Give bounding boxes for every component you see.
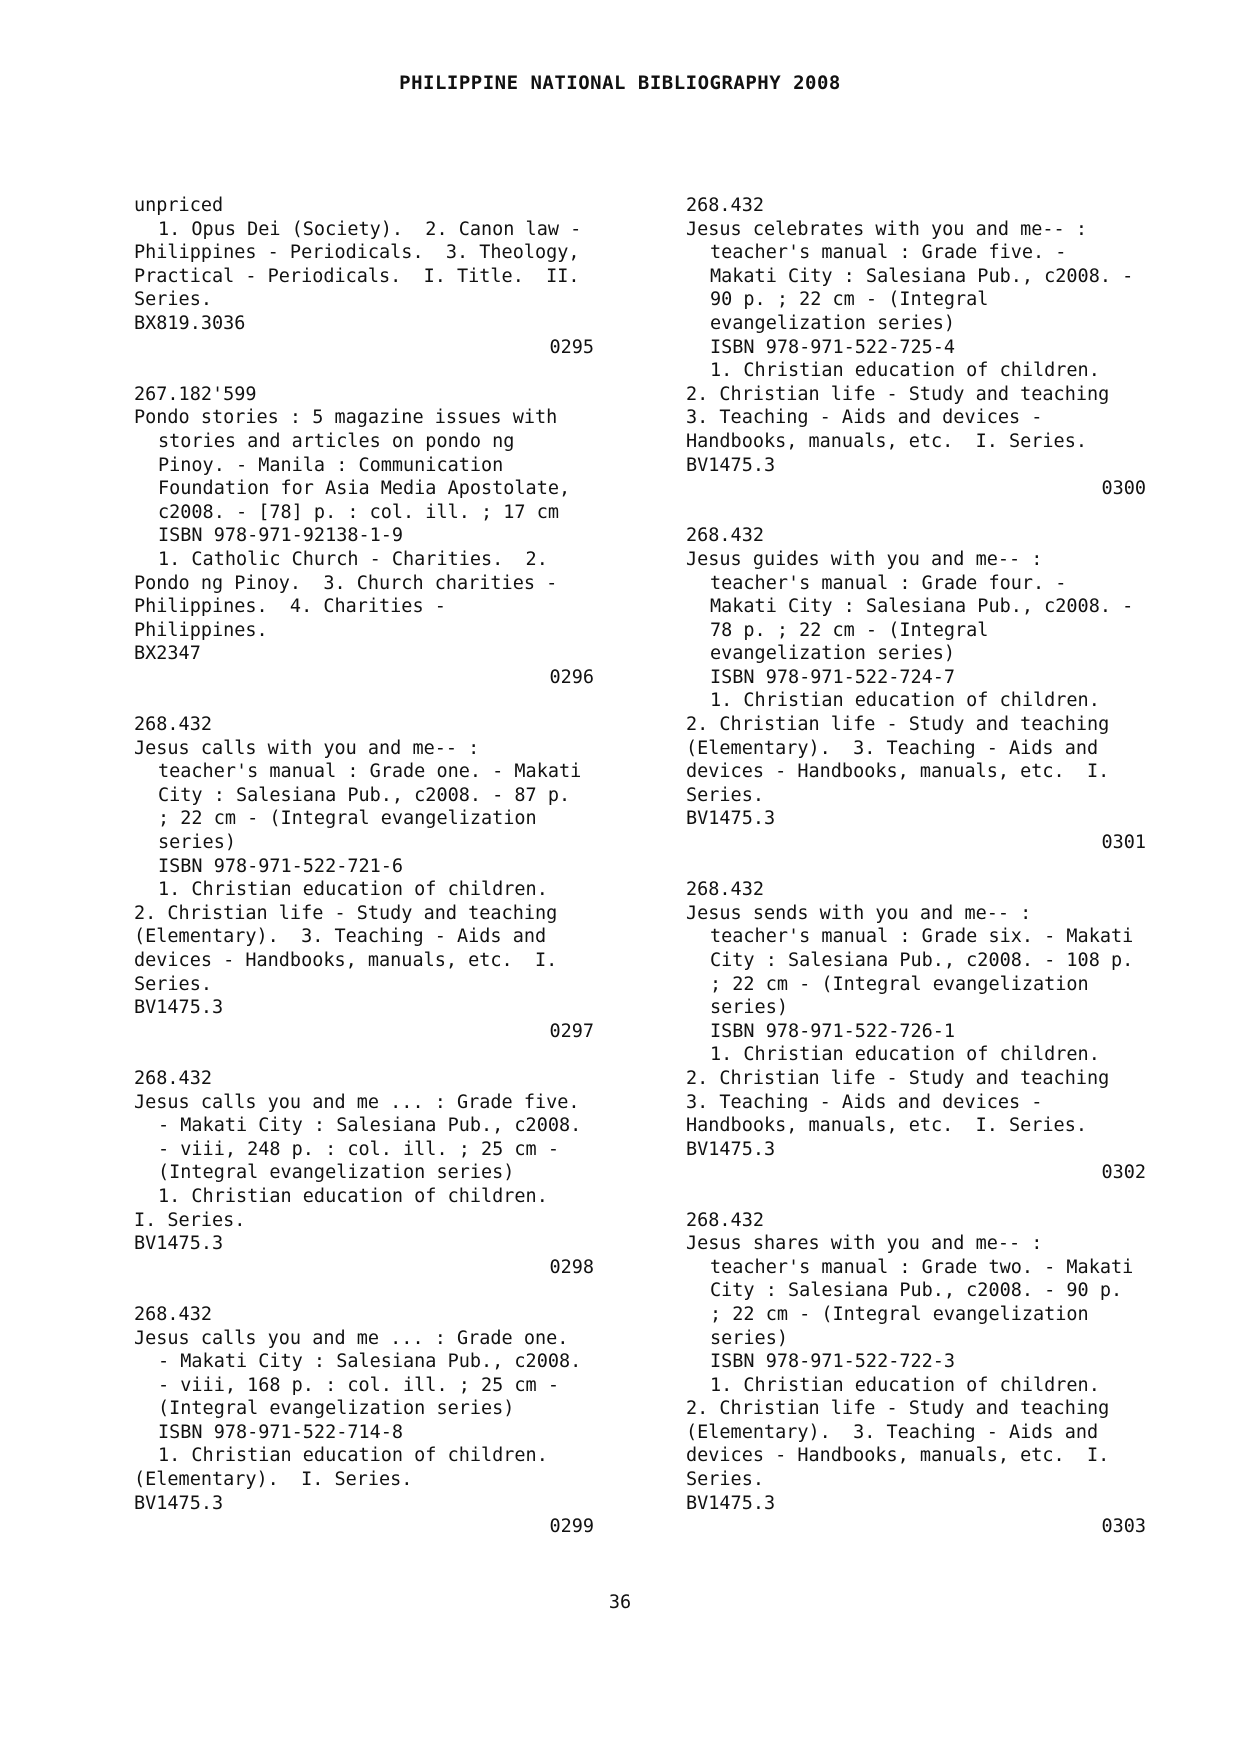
- entry-line: 2. Christian life - Study and teaching: [686, 383, 1110, 405]
- entry-line: BV1475.3: [686, 1138, 776, 1160]
- bibliography-entry: [134, 713, 594, 1043]
- entry-line: 1. Christian education of children.: [710, 1044, 1100, 1066]
- entry-line: (Elementary). 3. Teaching - Aids and: [686, 737, 1099, 759]
- bibliography-entry: [686, 1209, 1146, 1539]
- entry-line: Jesus guides with you and me-- :: [686, 548, 1043, 570]
- entry-line: Philippines - Periodicals. 3. Theology,: [134, 242, 580, 264]
- entry-line: teacher's manual : Grade two. - Makati: [710, 1256, 1134, 1278]
- entry-line: Pondo ng Pinoy. 3. Church charities -: [134, 572, 558, 594]
- entry-line: Handbooks, manuals, etc. I. Series.: [686, 430, 1087, 452]
- entry-line: c2008. - [78] p. : col. ill. ; 17 cm: [158, 501, 559, 523]
- entry-number: 0300: [1101, 478, 1146, 500]
- entry-line: BV1475.3: [686, 808, 776, 830]
- entry-line: Handbooks, manuals, etc. I. Series.: [686, 1115, 1087, 1137]
- entry-line: (Integral evangelization series): [158, 1398, 515, 1420]
- entry-line: (Elementary). 3. Teaching - Aids and: [686, 1421, 1099, 1443]
- entry-line: devices - Handbooks, manuals, etc. I.: [686, 761, 1110, 783]
- entry-line: Makati City : Salesiana Pub., c2008. -: [710, 265, 1134, 287]
- entry-line: teacher's manual : Grade four. -: [710, 572, 1067, 594]
- entry-line: teacher's manual : Grade six. - Makati: [710, 926, 1134, 948]
- entry-line: ISBN 978-971-92138-1-9: [158, 525, 404, 547]
- entry-line: teacher's manual : Grade five. -: [710, 242, 1067, 264]
- entry-line: series): [710, 997, 788, 1019]
- entry-number: 0302: [1101, 1162, 1146, 1184]
- entry-line: teacher's manual : Grade one. - Makati: [158, 761, 582, 783]
- entry-line: Jesus celebrates with you and me-- :: [686, 218, 1087, 240]
- right-column: [686, 194, 1146, 1562]
- entry-line: Jesus shares with you and me-- :: [686, 1233, 1043, 1255]
- entry-line: City : Salesiana Pub., c2008. - 87 p.: [158, 784, 571, 806]
- entry-line: - viii, 168 p. : col. ill. ; 25 cm -: [158, 1374, 559, 1396]
- entry-line: 1. Christian education of children.: [710, 1374, 1100, 1396]
- entry-line: ISBN 978-971-522-714-8: [158, 1421, 404, 1443]
- entry-line: ; 22 cm - (Integral evangelization: [710, 1303, 1089, 1325]
- page-title: PHILIPPINE NATIONAL BIBLIOGRAPHY 2008: [399, 72, 841, 94]
- entry-line: BV1475.3: [134, 1233, 224, 1255]
- classification-number: 268.432: [686, 879, 764, 901]
- entry-line: Jesus sends with you and me-- :: [686, 902, 1032, 924]
- entry-line: - Makati City : Salesiana Pub., c2008.: [158, 1351, 582, 1373]
- entry-line: 2. Christian life - Study and teaching: [686, 714, 1110, 736]
- entry-line: Jesus calls you and me ... : Grade five.: [134, 1091, 580, 1113]
- entry-line: evangelization series): [710, 643, 956, 665]
- entry-line: 3. Teaching - Aids and devices -: [686, 407, 1043, 429]
- bibliography-entry: [134, 383, 594, 690]
- entry-number: 0301: [1101, 832, 1146, 854]
- entry-line: ISBN 978-971-522-721-6: [158, 855, 404, 877]
- entry-number: 0296: [549, 666, 594, 688]
- entry-line: BX2347: [134, 643, 201, 665]
- entry-line: (Elementary). I. Series.: [134, 1469, 413, 1491]
- entry-line: series): [710, 1327, 788, 1349]
- entry-line: Series.: [686, 784, 764, 806]
- entry-number: 0295: [549, 336, 594, 358]
- entry-number: 0299: [549, 1516, 594, 1538]
- page-number: 36: [608, 1592, 632, 1613]
- entry-line: devices - Handbooks, manuals, etc. I.: [134, 950, 558, 971]
- entry-line: BV1475.3: [686, 454, 776, 476]
- bibliography-entry: [686, 524, 1146, 854]
- entry-line: evangelization series): [710, 312, 956, 334]
- entry-line: (Elementary). 3. Teaching - Aids and: [134, 926, 547, 948]
- entry-number: 0297: [549, 1020, 594, 1042]
- entry-line: Practical - Periodicals. I. Title. II.: [134, 265, 580, 287]
- entry-line: City : Salesiana Pub., c2008. - 90 p.: [710, 1280, 1123, 1302]
- entry-line: BX819.3036: [134, 312, 246, 334]
- bibliography-entry: [686, 878, 1146, 1185]
- entry-line: Philippines.: [134, 619, 268, 641]
- classification-number: 268.432: [686, 1209, 764, 1231]
- classification-number: 268.432: [134, 1303, 212, 1325]
- entry-line: BV1475.3: [686, 1492, 776, 1514]
- entry-line: 1. Christian education of children.: [158, 1185, 548, 1207]
- entry-line: stories and articles on pondo ng: [158, 430, 515, 452]
- entry-line: ; 22 cm - (Integral evangelization: [710, 973, 1089, 995]
- entry-line: I. Series.: [134, 1209, 246, 1231]
- entry-line: Jesus calls you and me ... : Grade one.: [134, 1327, 569, 1349]
- entry-line: 1. Catholic Church - Charities. 2.: [158, 548, 548, 570]
- entry-line: BV1475.3: [134, 997, 224, 1019]
- entry-line: ; 22 cm - (Integral evangelization: [158, 808, 537, 830]
- entry-line: 1. Christian education of children.: [710, 690, 1100, 712]
- entry-line: 78 p. ; 22 cm - (Integral: [710, 619, 989, 641]
- entry-line: devices - Handbooks, manuals, etc. I.: [686, 1445, 1110, 1467]
- bibliography-entry: [134, 1303, 594, 1539]
- entry-line: 1. Christian education of children.: [710, 360, 1100, 382]
- entry-line: City : Salesiana Pub., c2008. - 108 p.: [710, 950, 1134, 971]
- bibliography-entry: [686, 194, 1146, 501]
- entry-line: 2. Christian life - Study and teaching: [686, 1067, 1110, 1089]
- entry-line: Series.: [134, 973, 212, 995]
- entry-line: Pinoy. - Manila : Communication: [158, 454, 504, 476]
- entry-line: ISBN 978-971-522-725-4: [710, 336, 956, 358]
- entry-line: - Makati City : Salesiana Pub., c2008.: [158, 1115, 582, 1137]
- entry-line: Philippines. 4. Charities -: [134, 596, 446, 618]
- entry-line: - viii, 248 p. : col. ill. ; 25 cm -: [158, 1138, 559, 1160]
- entry-line: ISBN 978-971-522-726-1: [710, 1020, 956, 1042]
- bibliography-entry: [134, 194, 594, 359]
- entry-line: Foundation for Asia Media Apostolate,: [158, 478, 571, 500]
- entry-line: unpriced: [134, 195, 224, 216]
- entry-number: 0303: [1101, 1516, 1146, 1538]
- bibliography-entry: [134, 1067, 594, 1279]
- entry-line: ISBN 978-971-522-722-3: [710, 1351, 956, 1373]
- entry-line: Makati City : Salesiana Pub., c2008. -: [710, 596, 1134, 618]
- entry-line: 90 p. ; 22 cm - (Integral: [710, 289, 989, 311]
- entry-line: (Integral evangelization series): [158, 1162, 515, 1184]
- classification-number: 267.182'599: [134, 383, 257, 405]
- entry-line: series): [158, 832, 236, 854]
- entry-line: 1. Christian education of children.: [158, 1445, 548, 1467]
- entry-line: ISBN 978-971-522-724-7: [710, 666, 956, 688]
- classification-number: 268.432: [686, 195, 764, 216]
- entry-line: 3. Teaching - Aids and devices -: [686, 1091, 1043, 1113]
- classification-number: 268.432: [134, 1067, 212, 1089]
- classification-number: 268.432: [686, 525, 764, 547]
- entry-line: 2. Christian life - Study and teaching: [686, 1398, 1110, 1420]
- entry-line: BV1475.3: [134, 1492, 224, 1514]
- entry-line: Series.: [686, 1469, 764, 1491]
- entry-line: 2. Christian life - Study and teaching: [134, 902, 558, 924]
- entry-number: 0298: [549, 1256, 594, 1278]
- entry-line: Jesus calls with you and me-- :: [134, 737, 480, 759]
- classification-number: 268.432: [134, 714, 212, 736]
- entry-line: Series.: [134, 289, 212, 311]
- left-column: [134, 194, 594, 1562]
- entry-line: 1. Opus Dei (Society). 2. Canon law -: [158, 218, 582, 240]
- entry-line: Pondo stories : 5 magazine issues with: [134, 407, 558, 429]
- entry-line: 1. Christian education of children.: [158, 879, 548, 901]
